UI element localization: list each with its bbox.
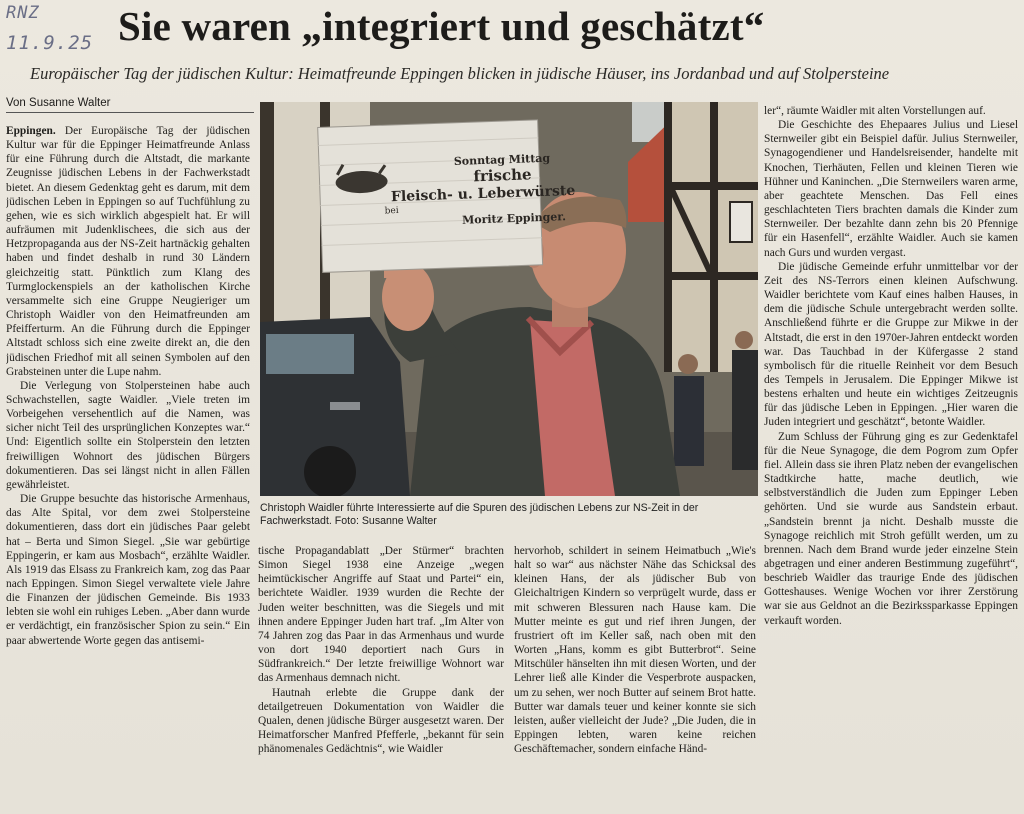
subheadline: Europäischer Tag der jüdischen Kultur: Heimatfreunde Eppingen blicken in jüdische Häuser, ins Jordanbad und auf Stolpersteine [30,64,890,83]
sign-text [377,150,589,229]
sign-line-4: bei [384,205,399,217]
paragraph: Zum Schluss der Führung ging es zur Gedenktafel für die Neue Synagoge, die dem Pogrom zum Opfer fiel. Allein dass sie ihren Platz neben der evangelischen Stadtkirche hatte, mache deutlich, wie selbstverständlich die Juden zum Eppinger Leben gehörten. Und sie wurde aus Sandstein erbaut. „Sandstein brennt ja nicht. Deshalb musste die Synagoge reichlich mit Stroh gefüllt werden, um zu brennen. Nach dem Brand wurde jeder einzelne Stein abgetragen und einer anderen Bestimmung zugeführt“, beschrieb Waidler das traurige Ende des jüdischen Gotteshauses. Wenige Wochen vor ihrer Zerstörung war sie aus Geldnot an die Bezirkssparkasse Eppingen verkauft worden. [764,430,1018,627]
article-column-4 [764,104,1018,812]
paragraph: ler“, räumte Waidler mit alten Vorstellungen auf. [764,105,986,117]
paragraph: Die Verlegung von Stolpersteinen habe auch Schwachstellen, sagte Waidler. „Viele treten im Vorbeigehen versehentlich auf die Namen, was sicher nicht Teil des ursprünglichen Konzeptes war.“ Und: Eigentlich sollte ein Stolperstein den letzten freiwilligen Wohnort des jüdischen Bürgers dokumentieren. Das sei längst nicht in allen Fällen gewährleistet. [6,379,250,491]
sign-line-2: frische [473,165,532,186]
paragraph: Die Gruppe besuchte das historische Armenhaus, das Alte Spital, vor dem zwei Stolpersteine dokumentieren, dass dort ein jüdisches Paar gelebt hat – Berta und Simon Siegel. „Sie war gebürtige Eppingerin, er kam aus Mosbach“, erzählte Waidler. Als 1919 das Elsass zu Frankreich kam, zog das Paar nach Eppingen. Simon Siegel verwaltete viele Jahre die Finanzen der jüdischen Gemeinde. Bis 1933 lebten sie wohl ein ruhiges Leben. „Aber dann wurde er verdächtigt, ein französischer Spion zu sein.“ Ein paar abwertende Worte gegen das antisemi- [6,493,250,647]
sign-line-1: Sonntag Mittag [453,151,551,168]
paragraph: Die jüdische Gemeinde erfuhr unmittelbar vor der Zeit des NS-Terrors einen kleinen Aufschwung. Waidler berichtete vom Kauf eines halben Hauses, in dem die jüdische Schule untergebracht werden sollte. Anschließend führte er die Gruppe zur Mikwe in der Altstadt, die erst in den 1970er-Jahren entdeckt worden war. Das Tauchbad in der Küfergasse 2 stand symbolisch für die rituelle Reinheit vor dem Besuch des Tempels in Jerusalem. Die Eppinger Mikwe ist bestens erhalten und heute ein wichtiges Zeitzeugnis für das jüdische Leben in Eppingen. „Hier waren die Juden integriert und geschätzt“, betonte Waidler. [764,260,1018,429]
article-photo [260,102,758,496]
paragraph: tische Propagandablatt „Der Stürmer“ brachten Simon Siegel 1938 eine Anzeige „wegen heimtückischer Angriffe auf Staat und Partei“ ein, berichtete Waidler. 1939 wurden die Rechte der Juden weiter beschnitten, was die Siegels und mit ihnen andere Eppinger Juden hart traf. „Im Alter von 74 Jahren zog das Paar in das Armenhaus und wurde von dort 1940 deportiert nach Gurs in Südfrankreich.“ Der letzte freiwillige Wohnort war das Armenhaus demnach nicht. [258,545,504,685]
photo-caption: Christoph Waidler führte Interessierte auf die Spuren des jüdischen Lebens zur NS-Zeit in der Fachwerkstadt. Foto: Susanne Walter [260,502,699,527]
note-date: 11.9.25 [6,32,94,54]
paragraph: hervorhob, schildert in seinem Heimatbuch „Wie's halt so war“ aus nächster Nähe das Schicksal des kleinen Hans, der als jüdischer Bub von Gleichaltrigen Kindern so verprügelt wurde, dass er mit schweren Blessuren nach Hause kam. Die Mutter meinte es gut und rief ihren Jungen, der frustriert oft im Keller saß, nach oben mit den Worten „Hans, komm es gibt Butterbrot“. Seine Mitschüler hänselten ihn mit diesen Worten, und der Lehrer ließ alle Kinder die Vesperbrote auspacken, um zu sehen, wer noch Butter auf seinem Brot hatte. Butter war damals teuer und keiner konnte sie sich leisten, außer vielleicht der Jude? „Die Juden, die in Eppingen lebten, waren keine reichen Geschäftemacher, sondern einfache Händ- [514,545,756,756]
note-source: RNZ [6,3,40,23]
dateline: Eppingen. [6,125,56,137]
sign-line-5: Moritz Eppinger. [461,210,567,227]
paragraph-text: Der Europäische Tag der jüdischen Kultur war für die Eppinger Heimatfreunde Anlass für eine Führung durch die Altstadt, die markante Zeugnisse jüdischen Lebens in der Fachwerkstadt bietet. An diesem Gedenktag geht es darum, mit dem jüdischen Leben in Eppingen so auf Tuchfühlung zu gehen, wie es sich wirklich abgespielt hat. Er will aufräumen mit Judenklischees, die sich aus der Hetzpropaganda aus der NS-Zeit hartnäckig gehalten haben und findet deshalb in rund 30 Ländern gleichzeitig statt. Pünktlich zum Klang des Turmglockenspiels an der katholischen Kirche versammelte sich eine Gruppe Neugieriger um Christoph Waidler von den Heimatfreunden am Pfeifferturm. An die Führung durch die Eppinger Altstadt schloss sich eine zweite direkt an, die den jüdischen Friedhof mit all seinen Symbolen auf den Grabsteinen unter die Lupe nahm. [6,125,250,378]
handwritten-note [6,2,93,54]
article-column-3 [514,544,756,812]
author-byline: Von Susanne Walter [6,96,254,113]
article-column-1 [6,124,250,812]
headline: Sie waren „integriert und geschätzt“ [118,3,765,49]
paragraph: Hautnah erlebte die Gruppe dank der detailgetreuen Dokumentation von Waidler die Qualen, denen jüdische Bürger ausgesetzt waren. Der Heimatforscher Manfred Pfefferle, „bekannt für sein phänomenales Gedächtnis“, wie Waidler [258,686,504,756]
paragraph [6,124,250,379]
article-column-2 [258,544,504,812]
sign-line-3: Fleisch- u. Leberwürste [390,182,576,206]
paragraph: Die Geschichte des Ehepaares Julius und Liesel Sternweiler gibt ein Beispiel dafür. Julius Sternweiler, Synagogendiener und Handelsreisender, handelte mit Knochen, Tierhäuten, Fellen und kleinen Tieren wie Hühner und Kaninchen. „Die Sternweilers waren arme, aber geachtete Menschen. Das Fell eines geschlachteten Tiers brachten damals die Kinder zum Sternweiler. Der bezahlte dann zehn bis 20 Pfennige für ein Hasenfell“, erzählte Waidler. Auch sie kamen nach Gurs und wurden vergast. [764,119,1018,259]
